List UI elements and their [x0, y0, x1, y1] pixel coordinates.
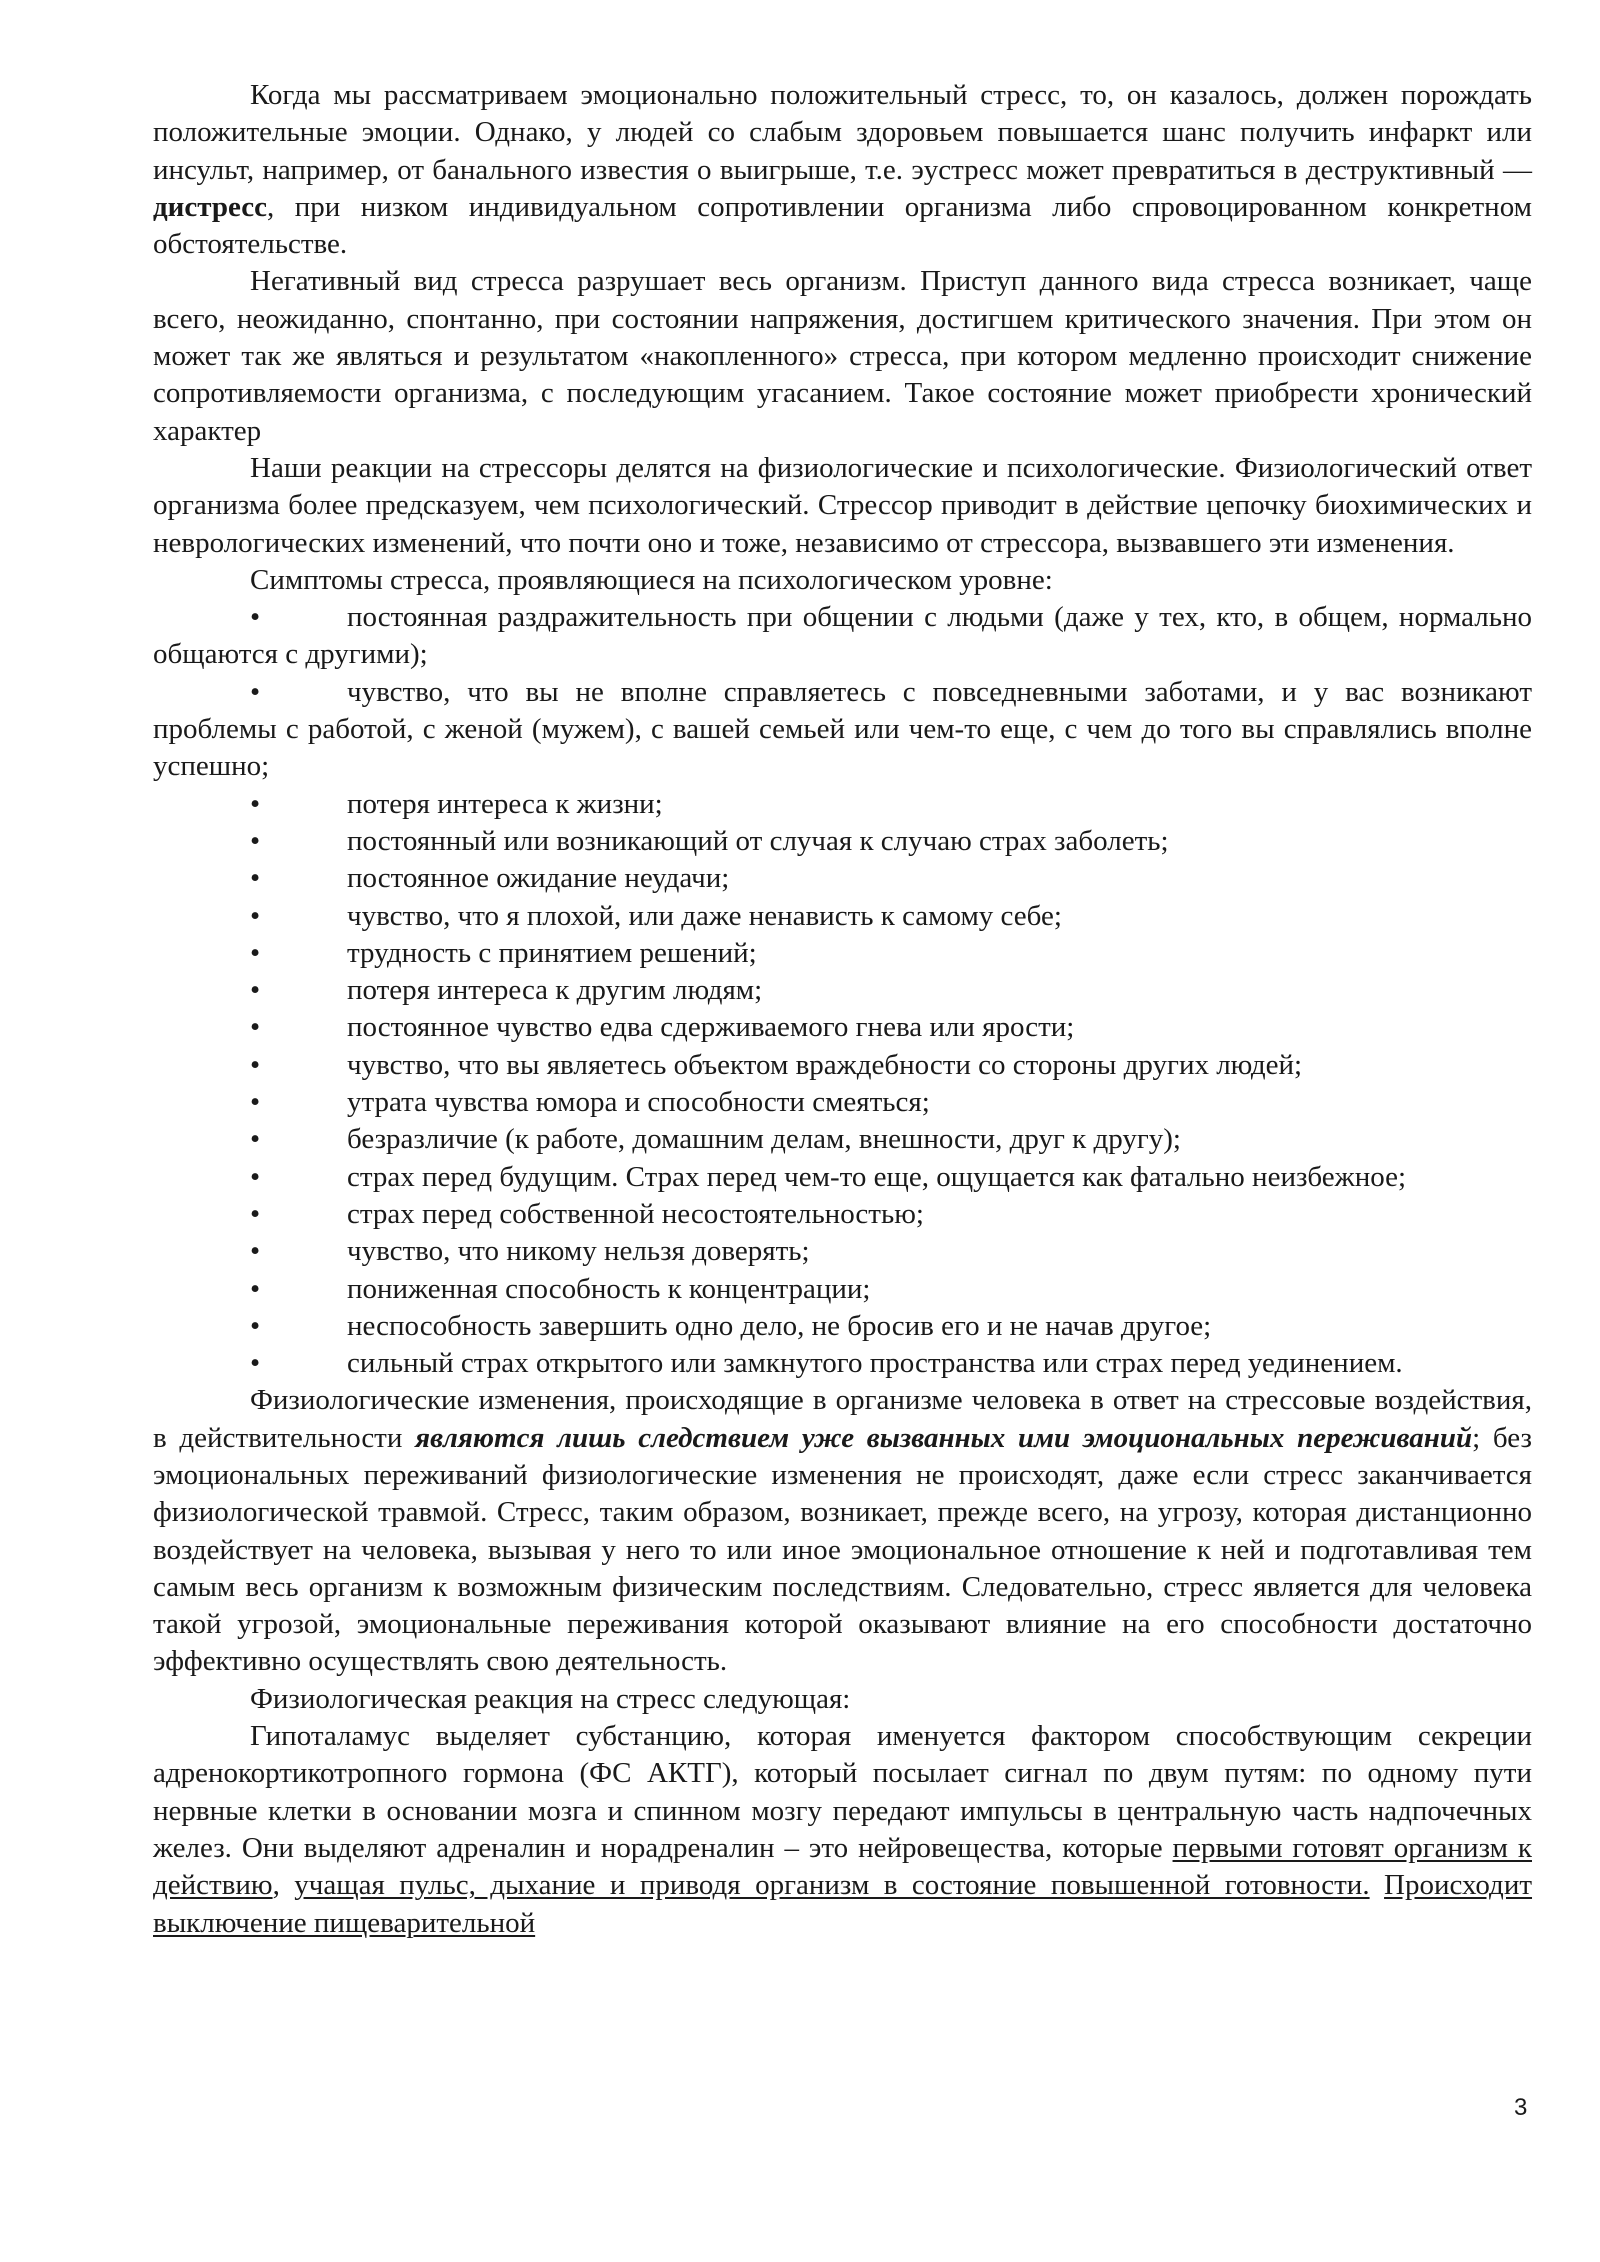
bullet-icon: • — [250, 675, 261, 708]
bullet-icon: • — [250, 1123, 261, 1156]
paragraph-text: , — [272, 1869, 295, 1902]
bullet-icon: • — [250, 1309, 261, 1342]
bold-term-distress: дистресс — [153, 190, 267, 223]
underlined-text: учащая пульс, дыхание и приводя организм в состояние повышенной готовности. — [294, 1869, 1370, 1902]
list-item — [153, 1084, 1532, 1121]
paragraph-symptoms-intro: Симптомы стресса, проявляющиеся на психологическом уровне: — [250, 563, 1053, 596]
list-item — [153, 1009, 1532, 1046]
paragraph-text: ; без эмоциональных переживаний физиологические изменения не происходят, даже если стресс заканчивается физиологической травмой. Стресс, таким образом, возникает, прежде всего, на угрозу, которая дистанционно воздействует на человека, вызывая у него то или иное эмоциональное отношение к ней и подготавливая тем самым весь организм к возможным физическим последствиям. Следовательно, стресс является для человека такой угрозой, эмоциональные переживания которой оказывают влияние на его способности достаточно эффективно осуществлять свою деятельность. — [153, 1421, 1532, 1678]
list-item — [153, 1159, 1532, 1196]
list-item-text: страх перед собственной несостоятельностью; — [347, 1197, 924, 1230]
bullet-icon: • — [250, 1272, 261, 1305]
list-item — [153, 972, 1532, 1009]
bullet-icon: • — [250, 936, 261, 969]
list-item-text: безразличие (к работе, домашним делам, внешности, друг к другу); — [347, 1123, 1181, 1156]
list-item — [153, 1047, 1532, 1084]
paragraph-physiological-changes — [153, 1382, 1532, 1680]
document-page — [153, 77, 1532, 1942]
list-item — [153, 1271, 1532, 1308]
list-item — [153, 860, 1532, 897]
list-item-text: неспособность завершить одно дело, не бросив его и не начав другое; — [347, 1309, 1212, 1342]
bullet-icon: • — [250, 862, 261, 895]
list-item-text: пониженная способность к концентрации; — [347, 1272, 871, 1305]
list-item-text: чувство, что я плохой, или даже ненависть к самому себе; — [347, 899, 1062, 932]
list-item-text: постоянный или возникающий от случая к случаю страх заболеть; — [347, 824, 1169, 857]
list-item — [153, 1121, 1532, 1158]
paragraph-reactions: Наши реакции на стрессоры делятся на физиологические и психологические. Физиологический ответ организма более предсказуем, чем психологический. Стрессор приводит в действие цепочку биохимических и неврологических изменений, что почти оно и тоже, независимо от стрессора, вызвавшего эти изменения. — [153, 451, 1532, 559]
bullet-icon: • — [250, 1160, 261, 1193]
list-item-text: сильный страх открытого или замкнутого пространства или страх перед уединением. — [347, 1347, 1403, 1380]
list-item-text: потеря интереса к другим людям; — [347, 974, 763, 1007]
bullet-icon: • — [250, 1347, 261, 1380]
list-item-text: страх перед будущим. Страх перед чем-то еще, ощущается как фатально неизбежное; — [347, 1160, 1406, 1193]
paragraph-text — [1370, 1869, 1384, 1901]
paragraph-eustress — [153, 77, 1532, 263]
paragraph-text: Физиологические изменения, происходящие в организме человека в ответ на стрессовые воздействия, в действительности — [153, 1384, 1532, 1454]
list-item — [153, 1308, 1532, 1345]
bullet-icon: • — [250, 1086, 261, 1119]
paragraph-text: Когда мы рассматриваем эмоционально положительный стресс, то, он казалось, должен порождать положительные эмоции. Однако, у людей со слабым здоровьем повышается шанс получить инфаркт или инсульт, например, от банального известия о выигрыше, т.е. эустресс может превратиться в деструктивный — — [153, 79, 1532, 186]
symptom-list — [153, 599, 1532, 1382]
paragraph-physiological-reaction-intro: Физиологическая реакция на стресс следующая: — [250, 1682, 851, 1715]
underlined-text: первыми готовят организм к действию — [153, 1831, 1532, 1902]
paragraph-text: Гипоталамус выделяет субстанцию, которая именуется фактором способствующим секреции адренокортикотропного гормона (ФС АКТГ), который посылает сигнал по двум путям: по одному пути нервные клетки в основании мозга и спинном мозгу передают импульсы в центральную часть надпочечных желез. Они выделяют адреналин и норадреналин – это нейровещества, которые — [153, 1720, 1532, 1864]
list-item-text: трудность с принятием решений; — [347, 936, 757, 969]
bold-italic-emphasis: являются лишь следствием уже вызванных ими эмоциональных переживаний — [415, 1421, 1473, 1454]
list-item-text: утрата чувства юмора и способности смеяться; — [347, 1086, 930, 1119]
paragraph-text: , при низком индивидуальном сопротивлении организма либо спровоцированном конкретном обстоятельстве. — [153, 190, 1532, 261]
list-item-text: постоянное ожидание неудачи; — [347, 862, 730, 895]
list-item — [153, 1345, 1532, 1382]
list-item-text: потеря интереса к жизни; — [347, 787, 663, 820]
list-item — [153, 935, 1532, 972]
list-item-text: чувство, что никому нельзя доверять; — [347, 1235, 810, 1268]
bullet-icon: • — [250, 899, 261, 932]
bullet-icon: • — [250, 824, 261, 857]
list-item — [153, 674, 1532, 786]
bullet-icon: • — [250, 787, 261, 820]
list-item-text: чувство, что вы не вполне справляетесь с повседневными заботами, и у вас возникают проблемы с работой, с женой (мужем), с вашей семьей или чем-то еще, с чем до того вы справлялись вполне успешно; — [153, 675, 1532, 783]
list-item — [153, 898, 1532, 935]
list-item — [153, 786, 1532, 823]
list-item-text: постоянное чувство едва сдерживаемого гнева или ярости; — [347, 1011, 1075, 1044]
bullet-icon: • — [250, 601, 261, 634]
underlined-text: Происходит выключение пищеварительной — [153, 1869, 1533, 1939]
bullet-icon: • — [250, 1048, 261, 1081]
bullet-icon: • — [250, 1235, 261, 1268]
paragraph-hypothalamus — [153, 1718, 1532, 1942]
list-item-text: чувство, что вы являетесь объектом враждебности со стороны других людей; — [347, 1048, 1303, 1081]
list-item — [153, 823, 1532, 860]
list-item — [153, 599, 1532, 674]
bullet-icon: • — [250, 974, 261, 1007]
bullet-icon: • — [250, 1197, 261, 1230]
list-item-text: постоянная раздражительность при общении с людьми (даже у тех, кто, в общем, нормально общаются с другими); — [153, 601, 1532, 671]
bullet-icon: • — [250, 1011, 261, 1044]
list-item — [153, 1196, 1532, 1233]
paragraph-negative-stress: Негативный вид стресса разрушает весь организм. Приступ данного вида стресса возникает, чаще всего, неожиданно, спонтанно, при состоянии напряжения, достигшем критического значения. При этом он может так же являться и результатом «накопленного» стресса, при котором медленно происходит снижение сопротивляемости организма, с последующим угасанием. Такое состояние может приобрести хронический характер — [153, 265, 1532, 447]
page-number: 3 — [1514, 2094, 1528, 2121]
list-item — [153, 1233, 1532, 1270]
